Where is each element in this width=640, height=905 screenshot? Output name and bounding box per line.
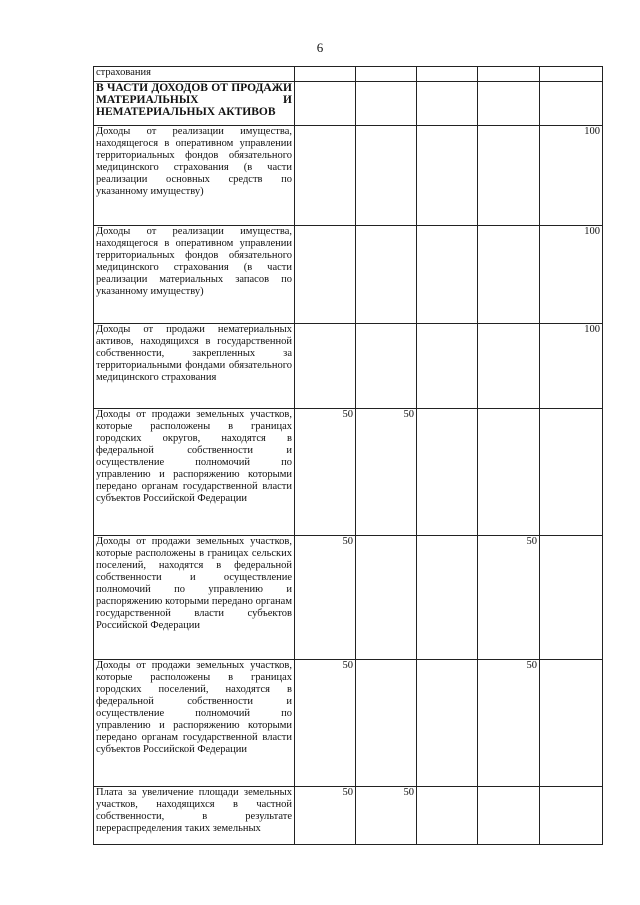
value-cell <box>478 409 540 536</box>
table-row <box>94 226 603 324</box>
value-cell <box>295 82 356 126</box>
value-cell <box>356 67 417 82</box>
value-cell: 50 <box>478 660 540 787</box>
value-cell: 50 <box>356 787 417 845</box>
value-cell: 50 <box>478 536 540 660</box>
row-description: Плата за увеличение площади земельных участков, находящихся в частной собственности, в результате перераспределения таких земельных <box>94 787 295 845</box>
table-row <box>94 787 603 845</box>
value-cell <box>417 536 478 660</box>
table-row <box>94 660 603 787</box>
value-cell <box>478 324 540 409</box>
value-cell <box>417 787 478 845</box>
value-cell <box>417 409 478 536</box>
value-cell <box>417 660 478 787</box>
value-cell: 50 <box>356 409 417 536</box>
table-row <box>94 126 603 226</box>
row-description: Доходы от продажи земельных участков, которые расположены в границах городских поселений, находятся в федеральной собственности и осуществление полномочий по управлению и распоряжению которыми передано органам государственной власти субъектов Российской Федерации <box>94 660 295 787</box>
value-cell <box>478 787 540 845</box>
value-cell <box>478 226 540 324</box>
value-cell <box>540 660 603 787</box>
value-cell: 50 <box>295 660 356 787</box>
value-cell <box>540 67 603 82</box>
value-cell <box>356 226 417 324</box>
value-cell <box>295 67 356 82</box>
revenue-distribution-table <box>93 66 603 845</box>
value-cell: 50 <box>295 536 356 660</box>
value-cell: 100 <box>540 226 603 324</box>
value-cell <box>417 226 478 324</box>
value-cell <box>540 536 603 660</box>
value-cell <box>417 324 478 409</box>
row-description: Доходы от продажи нематериальных активов, находящихся в государственной собственности, закрепленных за территориальными фондами обязательного медицинского страхования <box>94 324 295 409</box>
value-cell: 100 <box>540 126 603 226</box>
value-cell <box>295 324 356 409</box>
value-cell <box>417 126 478 226</box>
table-row <box>94 536 603 660</box>
value-cell <box>295 126 356 226</box>
value-cell <box>356 536 417 660</box>
table-row <box>94 409 603 536</box>
row-description: Доходы от продажи земельных участков, которые расположены в границах городских округов, находятся в федеральной собственности и осуществление полномочий по управлению и распоряжению которыми передано органам государственной власти субъектов Российской Федерации <box>94 409 295 536</box>
row-description: Доходы от реализации имущества, находящегося в оперативном управлении территориальных фондов обязательного медицинского страхования (в части реализации материальных запасов по указанному имуществу) <box>94 226 295 324</box>
value-cell <box>478 82 540 126</box>
value-cell <box>478 67 540 82</box>
value-cell <box>356 126 417 226</box>
page-number: 6 <box>316 40 324 55</box>
value-cell: 100 <box>540 324 603 409</box>
row-description: Доходы от реализации имущества, находящегося в оперативном управлении территориальных фондов обязательного медицинского страхования (в части реализации основных средств по указанному имуществу) <box>94 126 295 226</box>
table-row <box>94 67 603 82</box>
value-cell <box>295 226 356 324</box>
value-cell <box>540 409 603 536</box>
value-cell <box>356 324 417 409</box>
table-row <box>94 82 603 126</box>
value-cell <box>478 126 540 226</box>
row-description: страхования <box>94 67 295 82</box>
value-cell <box>417 82 478 126</box>
value-cell <box>540 787 603 845</box>
value-cell <box>356 82 417 126</box>
row-description: Доходы от продажи земельных участков, которые расположены в границах сельских поселений, находятся в федеральной собственности и осуществление полномочий по управлению и распоряжению которыми передано органам государственной власти субъектов Российской Федерации <box>94 536 295 660</box>
value-cell <box>417 67 478 82</box>
value-cell <box>356 660 417 787</box>
value-cell: 50 <box>295 409 356 536</box>
value-cell <box>540 82 603 126</box>
section-heading: В ЧАСТИ ДОХОДОВ ОТ ПРОДАЖИ МАТЕРИАЛЬНЫХ И НЕМАТЕРИАЛЬНЫХ АКТИВОВ <box>94 82 295 126</box>
value-cell: 50 <box>295 787 356 845</box>
table-row <box>94 324 603 409</box>
